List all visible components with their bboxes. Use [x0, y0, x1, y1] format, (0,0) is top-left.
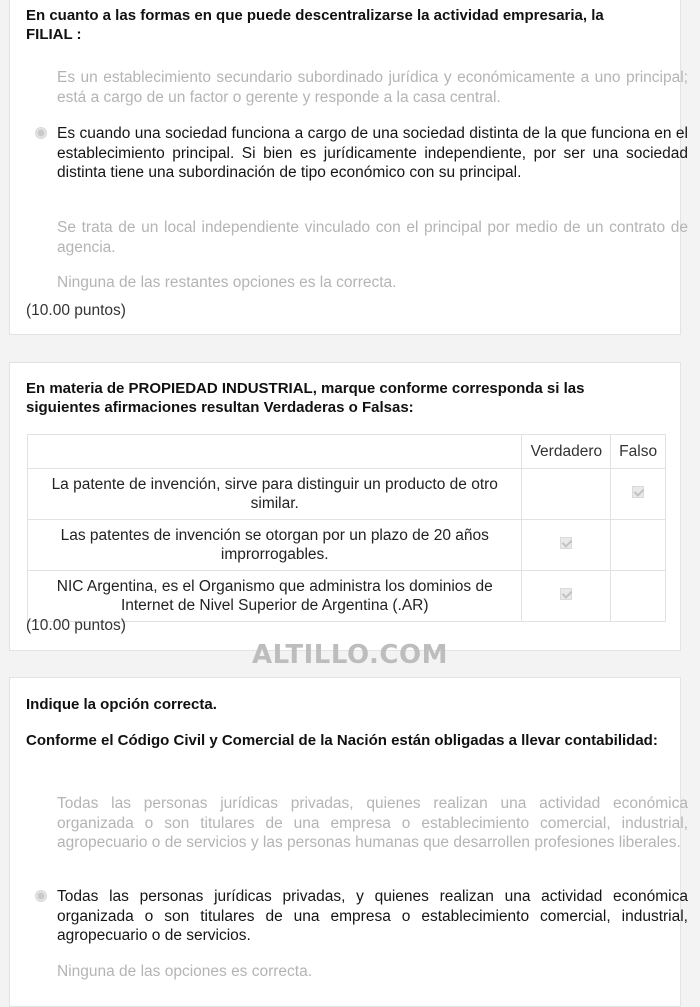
radio-selected-icon[interactable]: [35, 890, 47, 902]
question-card-propiedad-industrial: [9, 362, 681, 651]
falso-cell[interactable]: [611, 520, 666, 571]
answer-option[interactable]: [10, 273, 700, 293]
option-text: Es un establecimiento secundario subordinado jurídica y económicamente a uno principal; está a cargo de un factor o gerente y responde a la casa central.: [57, 69, 688, 106]
statement-text: Las patentes de invención se otorgan por un plazo de 20 años improrrogables.: [28, 520, 522, 571]
answer-option[interactable]: [10, 218, 700, 257]
question-points: (10.00 puntos): [26, 617, 126, 634]
watermark-text: ALTILLO.COM: [252, 640, 448, 670]
answer-option[interactable]: [10, 794, 700, 853]
question-title: En cuanto a las formas en que puede descentralizarse la actividad empresaria, la FILIAL :: [26, 7, 604, 43]
option-text: Es cuando una sociedad funciona a cargo de una sociedad distinta de la que funciona en el establecimiento principal. Si bien es jurídicamente independiente, por ser una sociedad distinta tiene una subordinación de tipo económico con su principal.: [57, 125, 688, 181]
option-text: Todas las personas jurídicas privadas, y quienes realizan una actividad económica organizada o son titulares de una empresa o establecimiento comercial, industrial, agropecuario o de servicios.: [57, 888, 688, 944]
table-header-falso: Falso: [611, 435, 666, 469]
verdadero-cell[interactable]: [522, 571, 611, 622]
true-false-table: [27, 434, 666, 622]
question-instruction: Indique la opción correcta.: [26, 696, 217, 713]
table-row: [28, 469, 666, 520]
option-text: Se trata de un local independiente vinculado con el principal por medio de un contrato de agencia.: [57, 219, 688, 256]
answer-option[interactable]: [10, 962, 700, 982]
question-title: Conforme el Código Civil y Comercial de la Nación están obligadas a llevar contabilidad:: [26, 732, 658, 749]
table-header-row: [28, 435, 666, 469]
option-text: Todas las personas jurídicas privadas, quienes realizan una actividad económica organizada o son titulares de una empresa o establecimiento comercial, industrial, agropecuario o de servicios y las personas humanas que desarrollen profesiones liberales.: [57, 795, 688, 851]
falso-cell[interactable]: [611, 469, 666, 520]
verdadero-cell[interactable]: [522, 469, 611, 520]
falso-cell[interactable]: [611, 571, 666, 622]
table-header-statement: [28, 435, 522, 469]
question-points: (10.00 puntos): [26, 302, 126, 319]
option-text: Ninguna de las restantes opciones es la correcta.: [57, 274, 397, 291]
statement-text: La patente de invención, sirve para distinguir un producto de otro similar.: [28, 469, 522, 520]
answer-option[interactable]: [10, 68, 700, 107]
statement-text: NIC Argentina, es el Organismo que administra los dominios de Internet de Nivel Superior de Argentina (.AR): [28, 571, 522, 622]
question-card-filial: [9, 0, 688, 335]
verdadero-cell[interactable]: [522, 520, 611, 571]
checkbox-checked-icon[interactable]: [560, 588, 572, 600]
radio-selected-icon[interactable]: [35, 127, 47, 139]
option-text: Ninguna de las opciones es correcta.: [57, 963, 313, 980]
checkbox-checked-icon[interactable]: [632, 486, 644, 498]
question-title: En materia de PROPIEDAD INDUSTRIAL, marque conforme corresponda si las siguientes afirmaciones resultan Verdaderas o Falsas:: [26, 380, 585, 416]
checkbox-checked-icon[interactable]: [560, 537, 572, 549]
question-card-contabilidad: [9, 677, 688, 1007]
answer-option-selected[interactable]: [10, 887, 700, 946]
table-row: [28, 571, 666, 622]
table-header-verdadero: Verdadero: [522, 435, 611, 469]
answer-option-selected[interactable]: [10, 124, 700, 183]
table-row: [28, 520, 666, 571]
